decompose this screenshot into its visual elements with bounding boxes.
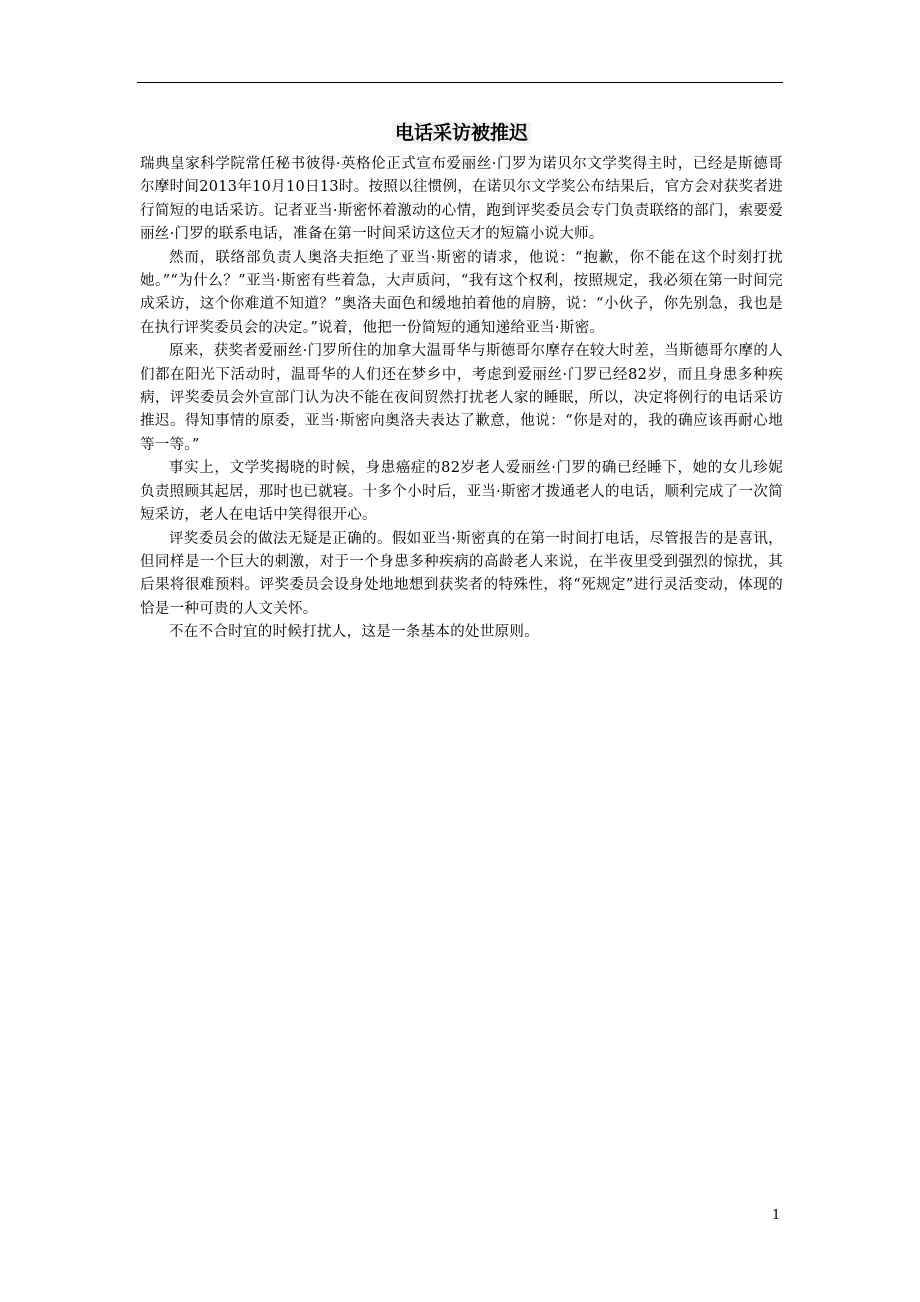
article-title-text: 电话采访被推迟 <box>392 122 531 144</box>
article-body <box>140 118 783 645</box>
paragraph-2: 然而，联络部负责人奥洛夫拒绝了亚当·斯密的请求，他说：“抱歉，你不能在这个时刻打扰她。”“为什么？”亚当·斯密有些着急，大声质问，“我有这个权利，按照规定，我必须在第一时间完成采访，这个你难道不知道？”奥洛夫面色和缓地拍着他的肩膀，说：“小伙子，你先别急，我也是在执行评奖委员会的决定。”说着，他把一份简短的通知递给亚当·斯密。 <box>140 249 783 336</box>
article-title <box>140 118 783 148</box>
page-number: 1 <box>772 1208 781 1223</box>
paragraph-1: 瑞典皇家科学院常任秘书彼得·英格伦正式宣布爱丽丝·门罗为诺贝尔文学奖得主时，已经是斯德哥尔摩时间2013年10月10日13时。按照以往惯例，在诺贝尔文学奖公布结果后，官方会对获奖者进行简短的电话采访。记者亚当·斯密怀着激动的心情，跑到评奖委员会专门负责联络的部门，索要爱丽丝·门罗的联系电话，准备在第一时间采访这位天才的短篇小说大师。 <box>140 156 783 243</box>
paragraph-5: 评奖委员会的做法无疑是正确的。假如亚当·斯密真的在第一时间打电话，尽管报告的是喜讯，但同样是一个巨大的刺激，对于一个身患多种疾病的高龄老人来说，在半夜里受到强烈的惊扰，其后果将很难预料。评奖委员会设身处地地想到获奖者的特殊性，将“死规定”进行灵活变动，体现的恰是一种可贵的人文关怀。 <box>140 530 783 617</box>
paragraph-6: 不在不合时宜的时候打扰人，这是一条基本的处世原则。 <box>169 624 539 641</box>
paragraph-4: 事实上，文学奖揭晓的时候，身患癌症的82岁老人爱丽丝·门罗的确已经睡下，她的女儿珍妮负责照顾其起居，那时也已就寝。十多个小时后，亚当·斯密才拨通老人的电话，顺利完成了一次简短采访，老人在电话中笑得很开心。 <box>140 460 783 524</box>
header-rule <box>137 82 783 83</box>
paragraph-3: 原来，获奖者爱丽丝·门罗所住的加拿大温哥华与斯德哥尔摩存在较大时差，当斯德哥尔摩的人们都在阳光下活动时，温哥华的人们还在梦乡中，考虑到爱丽丝·门罗已经82岁，而且身患多种疾病，评奖委员会外宣部门认为决不能在夜间贸然打扰老人家的睡眠，所以，决定将例行的电话采访推迟。得知事情的原委，亚当·斯密向奥洛夫表达了歉意，他说：“你是对的，我的确应该再耐心地等一等。” <box>140 343 783 453</box>
